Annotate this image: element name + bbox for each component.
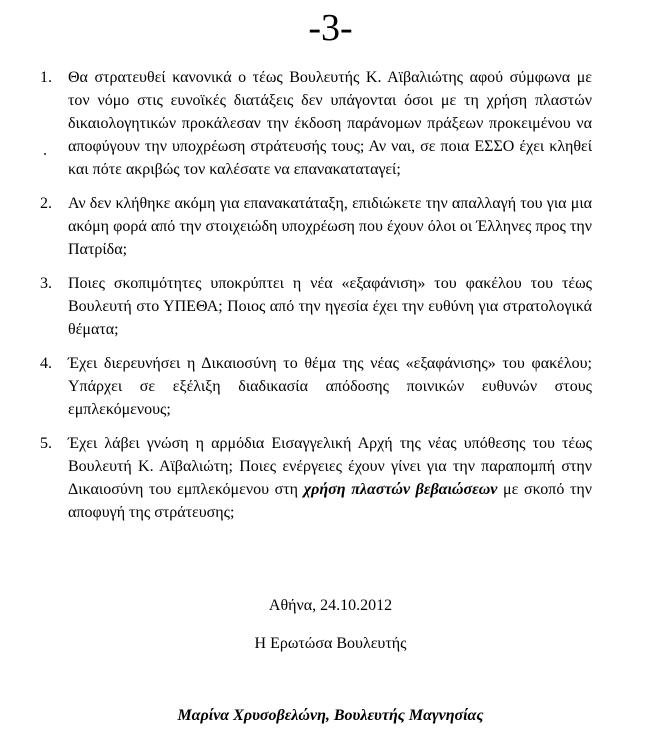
question-item (40, 192, 592, 261)
page-number: -3- (308, 7, 353, 49)
question-item (40, 432, 592, 524)
question-number: 2. (40, 195, 52, 212)
question-item (40, 272, 592, 341)
question-item (40, 66, 592, 181)
question-text: Θα στρατευθεί κανονικά ο τέως Βουλευτής Κ. Αϊβαλιώτης αφού σύμφωνα με τον νόμο στις ευνοϊκές διατάξεις δεν υπάγονται όσοι με τη χρήση πλαστών δικαιολογητικών προκάλεσαν την έκδοση παράνομων πράξεων προκειμένου να αποφύγουν την υποχρέωση στράτευσής τους; Αν ναι, σε ποια ΕΣΣΟ έχει κληθεί και πότε ακριβώς τον καλέσατε να επανακαταταγεί; (68, 69, 592, 178)
question-text-emphasis: χρήση πλαστών βεβαιώσεων (303, 481, 498, 498)
signatory-name: Μαρίνα Χρυσοβελώνη, Βουλευτής Μαγνησίας (177, 707, 484, 724)
question-text (68, 435, 592, 521)
document-date: Αθήνα, 24.10.2012 (268, 597, 393, 614)
question-text-before: Έχει λάβει γνώση η αρμόδια Εισαγγελική Αρχή της νέας υπόθεσης του τέως Βουλευτή Κ. Αϊβαλιώτη; Ποιες ενέργειες έχουν γίνει για την παραπομπή στην Δικαιοσύνη του εμπλεκόμενου στη (68, 435, 592, 498)
question-number: 1. (40, 69, 52, 86)
signatory-role: Η Ερωτώσα Βουλευτής (254, 635, 407, 652)
question-text: Ποιες σκοπιμότητες υποκρύπτει η νέα «εξαφάνιση» του φακέλου του τέως Βουλευτή στο ΥΠΕΘΑ; Ποιος από την ηγεσία έχει την ευθύνη για στρατολογικά θέματα; (68, 275, 592, 338)
question-item (40, 352, 592, 421)
question-number: 3. (40, 275, 52, 292)
question-text-after: με σκοπό την αποφυγή της στράτευσης; (68, 481, 593, 521)
questions-list (40, 66, 592, 535)
question-text: Έχει διερευνήσει η Δικαιοσύνη το θέμα της νέας «εξαφάνισης» του φακέλου; Υπάρχει σε εξέλιξη διαδικασία απόδοσης ποινικών ευθυνών στους εμπλεκόμενους; (68, 355, 592, 418)
question-text: Αν δεν κλήθηκε ακόμη για επανακατάταξη, επιδιώκετε την απαλλαγή του για μια ακόμη φορά από την στοιχειώδη υποχρέωση που έχουν όλοι οι Έλληνες προς την Πατρίδα; (68, 195, 592, 258)
question-number: 4. (40, 355, 52, 372)
question-number: 5. (40, 435, 52, 452)
